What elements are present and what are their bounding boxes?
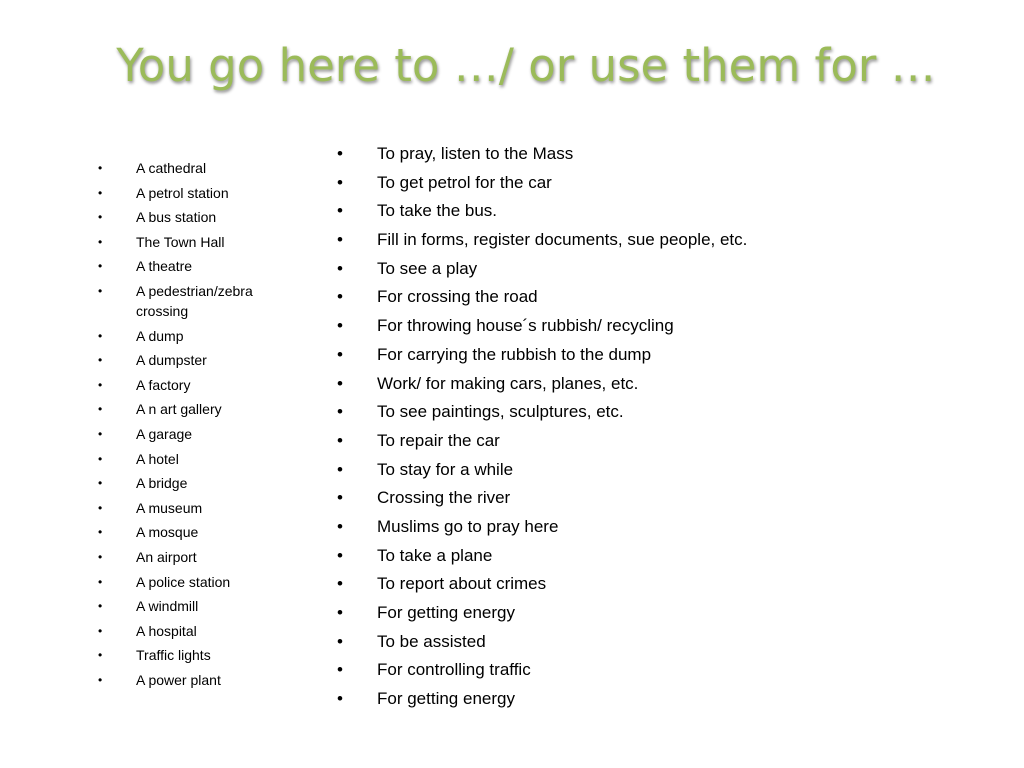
place-item-text: A windmill	[136, 598, 199, 615]
bullet-icon: •	[337, 201, 343, 221]
use-item	[337, 630, 977, 653]
place-item-text: An airport	[136, 548, 197, 565]
bullet-icon: •	[337, 660, 343, 680]
place-item-text: A hotel	[136, 450, 179, 467]
bullet-icon: •	[98, 451, 103, 466]
place-item-text: A petrol station	[136, 184, 229, 201]
place-item	[98, 183, 298, 203]
place-item	[98, 399, 298, 419]
bullet-icon: •	[337, 574, 343, 594]
place-item-text: A police station	[136, 573, 231, 590]
place-item	[98, 375, 298, 395]
place-item	[98, 232, 298, 252]
place-item	[98, 522, 298, 542]
bullet-icon: •	[98, 161, 103, 175]
use-item	[337, 199, 977, 222]
place-item-text: A dump	[136, 327, 184, 344]
place-item-text: Traffic lights	[136, 647, 211, 664]
use-item	[337, 343, 977, 366]
use-item-text: To see paintings, sculptures, etc.	[377, 402, 624, 422]
use-item-text: Crossing the river	[377, 488, 511, 508]
bullet-icon: •	[98, 648, 103, 663]
use-item	[337, 429, 977, 452]
bullet-icon: •	[337, 258, 343, 278]
use-item	[337, 544, 977, 567]
use-item-text: To get petrol for the car	[377, 172, 552, 192]
use-item-text: For controlling traffic	[377, 660, 531, 680]
use-item	[337, 687, 977, 710]
place-item-text: A bus station	[136, 209, 217, 226]
use-item	[337, 572, 977, 595]
place-item-text: A theatre	[136, 258, 193, 275]
bullet-icon: •	[337, 430, 343, 450]
use-item-text: To see a play	[377, 258, 478, 278]
use-item	[337, 486, 977, 509]
place-item	[98, 350, 298, 370]
use-item	[337, 458, 977, 481]
bullet-icon: •	[337, 344, 343, 364]
use-item-text: For getting energy	[377, 603, 515, 622]
bullet-icon: •	[98, 283, 103, 298]
bullet-icon: •	[98, 377, 103, 392]
use-item-text: Muslims go to pray here	[377, 516, 559, 536]
bullet-icon: •	[337, 287, 343, 307]
bullet-icon: •	[98, 185, 103, 200]
use-item	[337, 171, 977, 194]
bullet-icon: •	[98, 210, 103, 225]
bullet-icon: •	[98, 402, 103, 417]
use-item	[337, 285, 977, 308]
bullet-icon: •	[337, 689, 343, 709]
use-item	[337, 257, 977, 280]
use-item-text: Work/ for making cars, planes, etc.	[377, 373, 639, 393]
place-item	[98, 572, 298, 592]
bullet-icon: •	[337, 144, 343, 163]
use-item-text: To repair the car	[377, 430, 500, 450]
use-item	[337, 228, 977, 251]
place-item	[98, 326, 298, 346]
use-item-text: To report about crimes	[377, 574, 547, 594]
bullet-icon: •	[337, 459, 343, 479]
bullet-icon: •	[337, 316, 343, 336]
use-item-text: To take the bus.	[377, 201, 498, 221]
place-item-text: A power plant	[136, 671, 221, 688]
place-item-text: A mosque	[136, 524, 199, 541]
use-item-text: To pray, listen to the Mass	[377, 144, 574, 163]
place-item-text: A museum	[136, 499, 203, 516]
place-item-text: The Town Hall	[136, 233, 225, 250]
use-item	[337, 658, 977, 681]
bullet-icon: •	[337, 402, 343, 422]
bullet-icon: •	[337, 631, 343, 651]
bullet-icon: •	[337, 373, 343, 393]
place-item-text: A garage	[136, 425, 193, 442]
place-item	[98, 645, 298, 665]
place-item	[98, 424, 298, 444]
use-item-text: To stay for a while	[377, 459, 514, 479]
place-item	[98, 670, 298, 690]
place-item	[98, 207, 298, 227]
bullet-icon: •	[98, 623, 103, 638]
bullet-icon: •	[98, 574, 103, 589]
use-item-text: To take a plane	[377, 545, 493, 565]
bullet-icon: •	[337, 603, 343, 622]
place-item	[98, 256, 298, 276]
use-item-text: To be assisted	[377, 631, 486, 651]
use-item-text: For throwing house´s rubbish/ recycling	[377, 316, 674, 336]
bullet-icon: •	[98, 426, 103, 441]
slide-title: You go here to …/ or use them for …	[116, 39, 936, 92]
bullet-icon: •	[98, 549, 103, 564]
place-item-text: A factory	[136, 376, 191, 393]
bullet-icon: •	[98, 599, 103, 614]
place-item-text: A n art gallery	[136, 401, 222, 418]
bullet-icon: •	[337, 488, 343, 508]
place-item-text: A bridge	[136, 475, 188, 492]
bullet-icon: •	[98, 234, 103, 249]
bullet-icon: •	[337, 172, 343, 192]
use-item-text: Fill in forms, register documents, sue people, etc.	[377, 230, 748, 250]
bullet-icon: •	[98, 259, 103, 274]
bullet-icon: •	[98, 353, 103, 368]
place-item	[98, 281, 298, 321]
place-item	[98, 547, 298, 567]
uses-list	[337, 142, 977, 716]
bullet-icon: •	[98, 476, 103, 491]
place-item-text: A cathedral	[136, 160, 207, 176]
bullet-icon: •	[337, 545, 343, 565]
place-item	[98, 473, 298, 493]
bullet-icon: •	[98, 328, 103, 343]
bullet-icon: •	[98, 525, 103, 540]
place-item	[98, 158, 298, 178]
bullet-icon: •	[337, 230, 343, 250]
place-item-text: A hospital	[136, 622, 197, 639]
use-item-text: For crossing the road	[377, 287, 538, 307]
bullet-icon: •	[98, 500, 103, 515]
place-item-text: A dumpster	[136, 352, 207, 369]
use-item-text: For carrying the rubbish to the dump	[377, 344, 652, 364]
use-item	[337, 142, 977, 165]
use-item-text: For getting energy	[377, 689, 515, 709]
place-item-text: A pedestrian/zebra crossing	[136, 282, 253, 319]
place-item	[98, 449, 298, 469]
use-item	[337, 314, 977, 337]
place-item	[98, 596, 298, 616]
bullet-icon: •	[98, 672, 103, 687]
bullet-icon: •	[337, 516, 343, 536]
place-item	[98, 498, 298, 518]
use-item	[337, 515, 977, 538]
use-item	[337, 601, 977, 624]
use-item	[337, 400, 977, 423]
use-item	[337, 372, 977, 395]
place-item	[98, 621, 298, 641]
places-list	[98, 158, 298, 694]
